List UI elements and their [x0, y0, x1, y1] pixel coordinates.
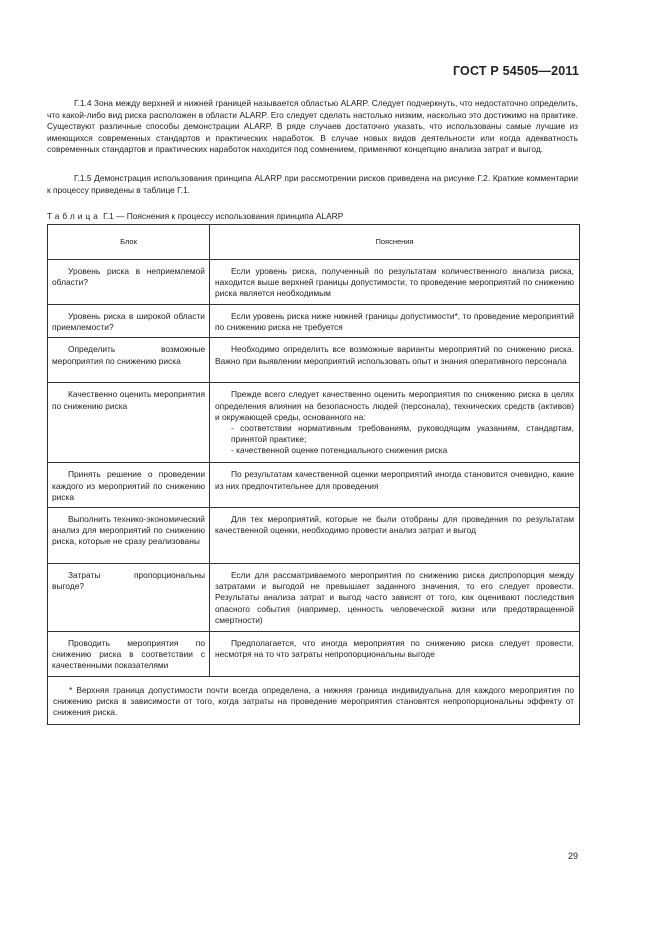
alarp-table [47, 224, 580, 725]
table-footnote: * Верхняя граница допустимости почти всегда определена, а нижняя граница индивидуальна для каждого мероприятия по снижению риска в зависимости от того, когда затраты на проведение мероприятия становятся непропорциональны эффекту от снижения риска. [48, 676, 580, 725]
explanation-cell: Если уровень риска ниже нижней границы допустимости*, то проведение мероприятий по снижению риска не требуется [210, 305, 580, 338]
table-row [48, 383, 580, 463]
explanation-cell: По результатам качественной оценки мероприятий иногда становится очевидно, какие из них предпочтительнее для проведения [210, 463, 580, 508]
table-row [48, 463, 580, 508]
paragraph-text: Г.1.5 Демонстрация использования принципа ALARP при рассмотрении рисков приведена на рисунке Г.2. Краткие комментарии к процессу приведены в таблице Г.1. [47, 173, 578, 195]
table-row [48, 338, 580, 383]
block-cell: Проводить мероприятия по снижению риска в соответствии с качественными показателями [48, 632, 210, 677]
paragraph-g15 [47, 173, 578, 196]
explanation-cell: Для тех мероприятий, которые не были отобраны для проведения по результатам качественной оценки, необходимо провести анализ затрат и выгод [210, 508, 580, 564]
table-footnote-row [48, 676, 580, 725]
table-row [48, 260, 580, 305]
bullet-item: - качественной оценке потенциального снижения риска [231, 445, 448, 456]
table-caption [47, 211, 343, 221]
table-row [48, 564, 580, 632]
block-cell: Определить возможные мероприятия по снижению риска [48, 338, 210, 383]
explanation-cell: Необходимо определить все возможные варианты мероприятий по снижению риска. Важно при выявлении мероприятий использовать опыт и знания оперативного персонала [210, 338, 580, 383]
block-cell: Качественно оценить мероприятия по снижению риска [48, 383, 210, 463]
paragraph-text: Г.1.4 Зона между верхней и нижней границей называется областью ALARP. Следует подчеркнуть, что недостаточно определить, что какой-либо вид риска расположен в области ALARP. Его следует сделать настолько низким, насколько это достижимо на практике. Существуют различные способы демонстрации ALARP. В ряде случаев достаточно указать, что использованы самые лучшие из имеющихся современных стандартов и практических наработок. В случае новых видов деятельности или когда адекватность современных стандартов и практических наработок находится под сомнением, применяют концепцию анализа затрат и выгод. [47, 98, 578, 155]
caption-text: Г.1 — Пояснения к процессу использования принципа ALARP [103, 211, 344, 221]
bullet-item: - соответствии нормативным требованиям, руководящим указаниям, стандартам, принятой практике; [231, 423, 574, 445]
document-header: ГОСТ Р 54505—2011 [452, 64, 579, 78]
header-block: Блок [48, 225, 210, 260]
block-cell: Уровень риска в неприемлемой области? [48, 260, 210, 305]
table-header-row [48, 225, 580, 260]
caption-prefix: Таблица [47, 211, 101, 221]
table-row [48, 508, 580, 564]
paragraph-g14 [47, 98, 578, 156]
explanation-cell: Если уровень риска, полученный по результатам количественного анализа риска, находится выше верхней границы допустимости, то проведение мероприятий по снижению риска является необходимым [210, 260, 580, 305]
header-explanation: Пояснения [210, 225, 580, 260]
page-number: 29 [567, 851, 578, 861]
explanation-cell: Прежде всего следует качественно оценить мероприятия по снижению риска в целях определения влияния на безопасность людей (персонала), технических средств (активов) и окружающей среды, основанного на: - соответствии нормативным требованиям, руководящим указаниям, стандартам, принятой практике; - качественной оценке потенциального снижения риска [210, 383, 580, 463]
block-cell: Выполнить технико-экономический анализ для мероприятий по снижению риска, которые не сразу реализованы [48, 508, 210, 564]
explanation-cell: Если для рассматриваемого мероприятия по снижению риска диспропорция между затратами и выгодой не превышает заданного значения, то его следует провести. Результаты анализа затрат и выгод часто зависят от того, как оценивают последствия опасного события (например, ценность человеческой жизни или предотвращенной смертности) [210, 564, 580, 632]
block-cell: Затраты пропорциональны выгоде? [48, 564, 210, 632]
table-row [48, 632, 580, 677]
block-cell: Принять решение о проведении каждого из мероприятий по снижению риска [48, 463, 210, 508]
block-cell: Уровень риска в широкой области приемлемости? [48, 305, 210, 338]
explanation-cell: Предполагается, что иногда мероприятия по снижению риска следует провести, несмотря на то что затраты непропорциональны выгоде [210, 632, 580, 677]
table-row [48, 305, 580, 338]
